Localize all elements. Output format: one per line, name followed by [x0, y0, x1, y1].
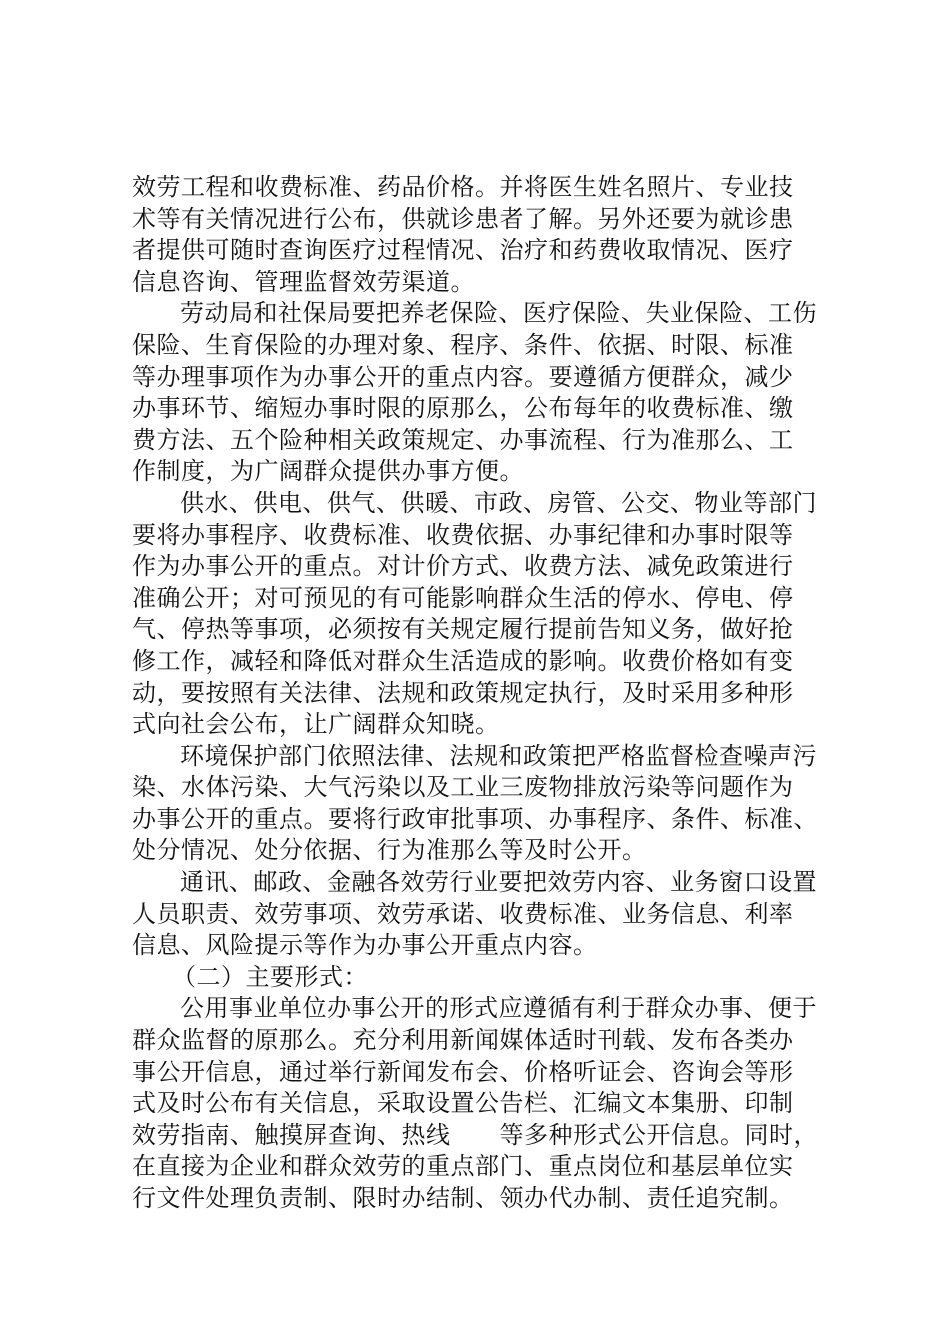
text-line: 效劳指南、触摸屏查询、热线 等多种形式公开信息。同时，	[132, 1120, 818, 1149]
text-line: 动，要按照有关法律、法规和政策规定执行，及时采用多种形	[132, 678, 794, 707]
text-line: 式及时公布有关信息，采取设置公告栏、汇编文本集册、印制	[132, 1089, 794, 1118]
section-heading: （二）主要形式：	[172, 962, 368, 991]
text-line: 办事环节、缩短办事时限的原那么，公布每年的收费标准、缴	[132, 394, 794, 423]
paragraph-start-line: 公用事业单位办事公开的形式应遵循有利于群众办事、便于	[180, 994, 817, 1023]
text-line: 准确公开；对可预见的有可能影响群众生活的停水、停电、停	[132, 583, 794, 612]
text-line: 信息、风险提示等作为办事公开重点内容。	[132, 931, 598, 960]
text-line: 处分情况、处分依据、行为准那么等及时公开。	[132, 836, 647, 865]
paragraph-start-line: 通讯、邮政、金融各效劳行业要把效劳内容、业务窗口设置	[180, 868, 817, 897]
document-body	[132, 172, 844, 1215]
text-line: 要将办事程序、收费标准、收费依据、办事纪律和办事时限等	[132, 520, 794, 549]
text-line: 染、水体污染、大气污染以及工业三废物排放污染等问题作为	[132, 773, 794, 802]
text-line: 群众监督的原那么。充分利用新闻媒体适时刊载、发布各类办	[132, 1026, 794, 1055]
text-line: 办事公开的重点。要将行政审批事项、办事程序、条件、标准、	[132, 804, 818, 833]
text-line: 信息咨询、管理监督效劳渠道。	[132, 267, 475, 296]
paragraph-start-line: 供水、供电、供气、供暖、市政、房管、公交、物业等部门	[180, 488, 817, 517]
text-line: 气、停热等事项，必须按有关规定履行提前告知义务，做好抢	[132, 615, 794, 644]
text-line: 作制度，为广阔群众提供办事方便。	[132, 457, 524, 486]
text-line: 式向社会公布，让广阔群众知晓。	[132, 710, 500, 739]
text-line: 费方法、五个险种相关政策规定、办事流程、行为准那么、工	[132, 425, 794, 454]
text-line: 在直接为企业和群众效劳的重点部门、重点岗位和基层单位实	[132, 1152, 794, 1181]
text-line: 修工作，减轻和降低对群众生活造成的影响。收费价格如有变	[132, 646, 794, 675]
text-line: 效劳工程和收费标准、药品价格。并将医生姓名照片、专业技	[132, 173, 794, 201]
text-line: 术等有关情况进行公布，供就诊患者了解。另外还要为就诊患	[132, 204, 794, 233]
text-line: 人员职责、效劳事项、效劳承诺、收费标准、业务信息、利率	[132, 899, 794, 928]
text-line: 保险、生育保险的办理对象、程序、条件、依据、时限、标准	[132, 330, 794, 359]
text-line: 行文件处理负责制、限时办结制、领办代办制、责任追究制。	[132, 1184, 794, 1212]
text-line: 等办理事项作为办事公开的重点内容。要遵循方便群众，减少	[132, 362, 794, 391]
paragraph-start-line: 环境保护部门依照法律、法规和政策把严格监督检查噪声污	[180, 741, 817, 770]
text-line: 作为办事公开的重点。对计价方式、收费方法、减免政策进行	[132, 552, 794, 581]
paragraph-start-line: 劳动局和社保局要把养老保险、医疗保险、失业保险、工伤	[180, 299, 817, 328]
text-line: 事公开信息，通过举行新闻发布会、价格听证会、咨询会等形	[132, 1057, 794, 1086]
text-line: 者提供可随时查询医疗过程情况、治疗和药费收取情况、医疗	[132, 236, 794, 265]
